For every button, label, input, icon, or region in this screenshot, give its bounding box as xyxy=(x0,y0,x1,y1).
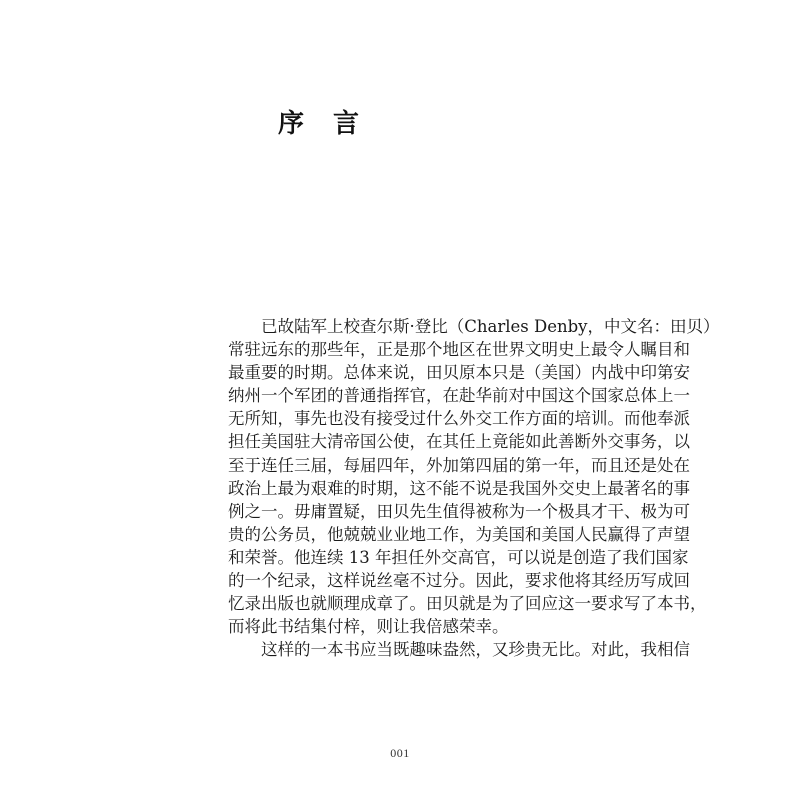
page-number: 001 xyxy=(390,746,410,760)
text-line: 的一个纪录，这样说丝毫不过分。因此，要求他将其经历写成回 xyxy=(228,571,690,591)
text-line: 而将此书结集付梓，则让我倍感荣幸。 xyxy=(228,617,509,637)
text-line: 政治上最为艰难的时期，这不能不说是我国外交史上最著名的事 xyxy=(228,478,690,498)
text-line: 常驻远东的那些年，正是那个地区在世界文明史上最令人瞩目和 xyxy=(228,340,690,360)
text-line: 忆录出版也就顺理成章了。田贝就是为了回应这一要求写了本书， xyxy=(228,594,707,614)
text-line: 例之一。毋庸置疑，田贝先生值得被称为一个极具才干、极为可 xyxy=(228,501,690,521)
text-line: 贵的公务员，他兢兢业业地工作，为美国和美国人民赢得了声望 xyxy=(228,524,690,544)
text-line: 和荣誉。他连续 13 年担任外交高官，可以说是创造了我们国家 xyxy=(228,547,689,567)
body-text xyxy=(228,315,720,661)
text-line: 无所知，事先也没有接受过什么外交工作方面的培训。而他奉派 xyxy=(228,409,690,429)
text-line: 已故陆军上校查尔斯·登比（Charles Denby，中文名：田贝） xyxy=(228,317,720,336)
text-line: 至于连任三届，每届四年，外加第四届的第一年，而且还是处在 xyxy=(228,455,690,475)
text-line: 纳州一个军团的普通指挥官，在赴华前对中国这个国家总体上一 xyxy=(228,386,690,406)
text-line: 担任美国驻大清帝国公使，在其任上竟能如此善断外交事务，以 xyxy=(228,432,690,452)
chapter-title: 序 言 xyxy=(278,109,370,139)
text-line: 最重要的时期。总体来说，田贝原本只是（美国）内战中印第安 xyxy=(228,363,690,383)
text-line: 这样的一本书应当既趣味盎然，又珍贵无比。对此，我相信 xyxy=(228,640,690,660)
